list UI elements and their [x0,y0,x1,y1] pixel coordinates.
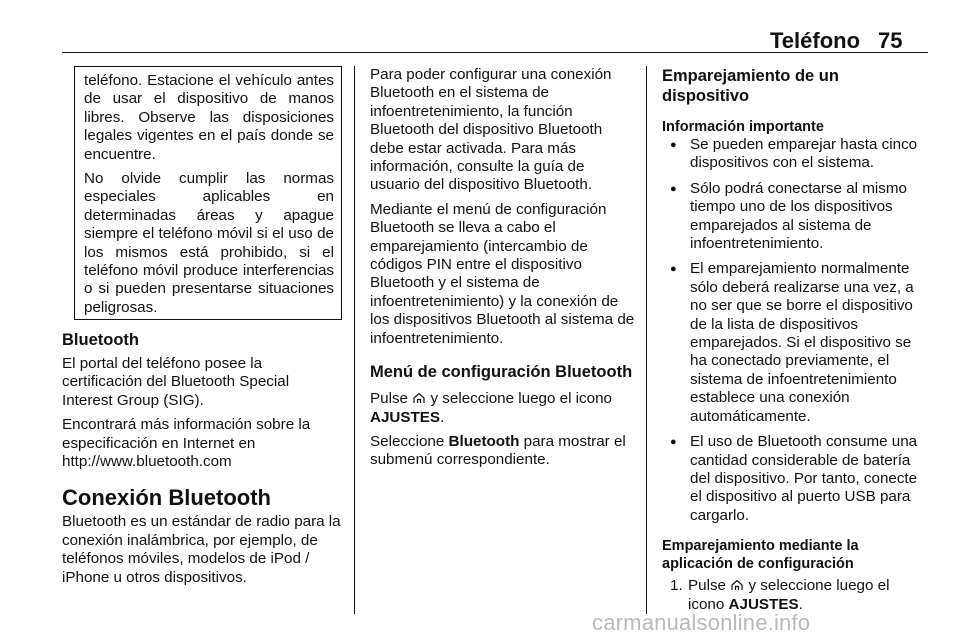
pulse-instruction [370,390,636,427]
list-item: ● Sólo podrá conectarse al mismo tiempo uno de los dispositivos emparejados al sistema de infoentretenimiento. [662,180,928,254]
watermark: carmanualsonline.info [592,610,811,635]
header-rule [62,52,928,53]
pulse-period: . [440,408,445,426]
step-period: . [798,595,803,613]
column-2-paragraph-1: Para poder configurar una conexión Bluetooth en el sistema de infoentretenimiento, la función Bluetooth del dispositivo Bluetooth debe estar activada. Para más información, consulte la guía de usuario del dispositivo Bluetooth. [370,66,612,194]
pairing-app-heading: Emparejamiento mediante la aplicación de configuración [662,538,859,573]
pulse-text: Pulse [370,390,408,408]
step-number: 1. [670,577,683,595]
page-title: Teléfono [770,28,861,53]
home-icon [730,578,744,592]
column-1-body [62,330,342,587]
column-3-body [662,66,928,614]
pulse-continuation: y seleccione luego el icono [430,390,612,408]
ajustes-label: AJUSTES [728,595,799,613]
bluetooth-connection-heading: Conexión Bluetooth [62,485,271,511]
list-item: ● El emparejamiento normalmente sólo deberá realizarse una vez, a no ser que se borre el dispositivo de la lista de dispositivos emparejados. Si el dispositivo se ha conectado previamente, el sistema de infoentretenimiento establece una conexión automáticamente. [662,260,928,426]
select-continuation: para mostrar el submenú correspondiente. [370,432,626,469]
page-number: 75 [878,28,903,53]
bluetooth-paragraph-1: El portal del teléfono posee la certificación del Bluetooth Special Interest Group (SIG). [62,355,290,409]
important-info-list [662,136,928,525]
column-divider-1 [354,66,355,614]
menu-heading: Menú de configuración Bluetooth [370,363,633,382]
column-divider-2 [646,66,647,614]
home-icon [412,391,426,405]
warning-text [84,72,334,317]
bluetooth-paragraph-2: Encontrará más información sobre la especificación en Internet en [62,416,311,452]
ajustes-label: AJUSTES [370,408,441,426]
column-2-body [370,66,636,470]
select-instruction [370,433,636,470]
pairing-heading: Emparejamiento de un dispositivo [662,67,839,105]
important-info-heading: Información importante [662,119,824,135]
list-item: ● Se pueden emparejar hasta cinco dispositivos con el sistema. [662,136,928,173]
bluetooth-label: Bluetooth [448,432,520,450]
list-item: ● El uso de Bluetooth consume una cantidad considerable de batería del dispositivo. Por tanto, conecte el dispositivo al puerto USB para cargarlo. [662,433,928,525]
step-item [662,577,928,614]
bluetooth-heading: Bluetooth [62,331,139,349]
bluetooth-connection-paragraph: Bluetooth es un estándar de radio para la conexión inalámbrica, por ejemplo, de teléfonos móviles, modelos de iPod / iPhone u otros dispositivos. [62,513,341,586]
step-text: Pulse [688,577,726,595]
select-text: Seleccione [370,432,445,450]
bluetooth-url[interactable]: http://www.bluetooth.com [62,453,232,471]
step-continuation: y seleccione luego el icono [688,577,890,613]
pairing-steps [662,577,928,614]
column-2-paragraph-2: Mediante el menú de configuración Bluetooth se lleva a cabo el emparejamiento (intercambio de códigos PIN entre el dispositivo Bluetooth y el sistema de infoentretenimiento) y la conexión de los dispositivos Bluetooth al sistema de infoentretenimiento. [370,200,635,347]
warning-paragraph-1: teléfono. Estacione el vehículo antes de usar el dispositivo de manos libres. Observe las disposiciones legales vigentes en el país donde se encuentre. [84,72,334,163]
warning-paragraph-2: No olvide cumplir las normas especiales aplicables en determinadas áreas y apague siempre el teléfono móvil si el uso de los mismos está prohibido, si el teléfono móvil produce interferencias o si pueden presentarse situaciones peligrosas. [84,170,334,316]
